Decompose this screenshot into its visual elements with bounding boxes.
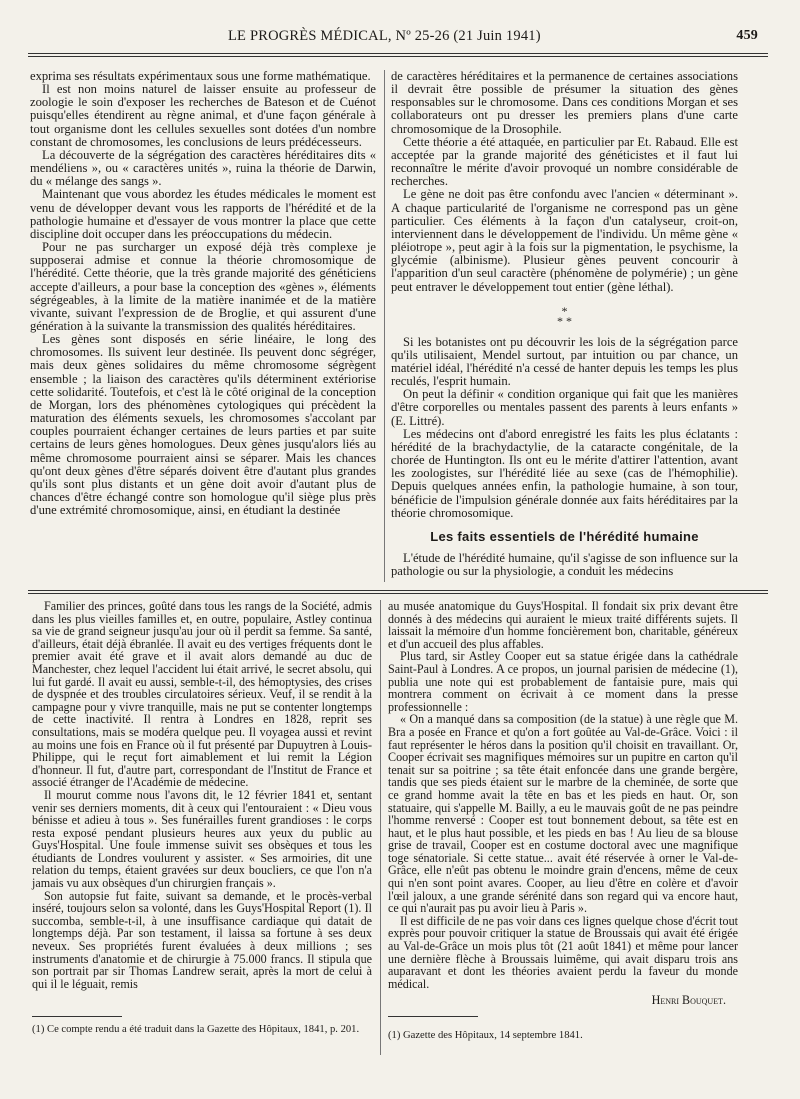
lower-column-divider — [380, 600, 381, 1055]
paragraph: au musée anatomique du Guys'Hospital. Il fondait six prix devant être donnés à des médecins qui auraient le mieux traité différents sujets. Il laissait la mémoire d'un homme foncièrement bon, charitable, généreux et d'un accueil des plus affables. — [388, 599, 738, 651]
paragraph: Cette théorie a été attaquée, en particulier par Et. Rabaud. Elle est acceptée par la grande majorité des généticistes et il faut lui reconnaître le mérite d'avoir provoqué un nombre considérable de recherches. — [391, 134, 738, 189]
paragraph: La découverte de la ségrégation des caractères héréditaires dits « mendéliens », ou « caractères unités », ruina la théorie de Darwin, du « mélange des sangs ». — [30, 147, 376, 189]
paragraph: Les médecins ont d'abord enregistré les faits les plus éclatants : hérédité de la brachydactylie, de la cataracte congénitale, de la chorée de Huntington. Ils ont eu le mérite d'attirer l'attention, avant les zoologistes, sur l'hérédité liée au sexe (cas de l'hémophilie). Depuis quelques années enfin, la pathologie humaine, à son tour, bénéficie de l'impulsion générale donnée aux faits héréditaires par la théorie chromosomique. — [391, 426, 738, 520]
footnote-left: (1) Ce compte rendu a été traduit dans la Gazette des Hôpitaux, 1841, p. 201. — [32, 1024, 360, 1035]
lower-left-column — [32, 600, 372, 990]
paragraph: Il mourut comme nous l'avons dit, le 12 février 1841 et, sentant venir ses derniers moments, dit à ceux qui l'entouraient : « Dieu vous bénisse et adieu à tous ». Ses funérailles furent grandioses : le corps resta exposé pendant plusieurs heures aux yeux du public au Guys'Hospital. Une foule immense suivit ses obsèques et tous les étudiants de Londres voulurent y assister. « Ses armoiries, dit une relation du temps, étaient gravées sur deux boucliers, ce que l'on n'a jamais vu aux obsèques d'un chirurgien français ». — [32, 787, 372, 891]
paragraph: On peut la définir « condition organique qui fait que les manières d'être corporelles ou mentales passent des parents à leurs enfants » (E. Littré). — [391, 387, 738, 428]
paragraph: Familier des princes, goûté dans tous les rangs de la Société, admis dans les plus vieilles familles et, en outre, populaire, Astley continua sa vie de grand seigneur jusqu'au jour où il perdit sa femme. Sa santé, d'ailleurs, était déjà ébranlée. Il avait eu des vertiges fréquents dont le premier avait été grave et il avait alors demandé au duc de Manchester, chez lequel l'accident lui était arrivé, le secret absolu, qui lui fut gardé. Il avait eu aussi, semble-t-il, des hémoptysies, des crises de dyspnée et des troubles circulatoires sérieux. Veuf, il se rendit à la campagne pour y vivre tranquille, mais ne put se contenter longtemps de cette inactivité. Il rentra à Londres en 1828, reprit ses consultations, mais se modéra quelque peu. Il voyagea aussi et revint au moins une fois en France où il fut présenté par Dupuytren à Louis-Philippe, qui le reçut fort aimablement et lui remit la Légion d'honneur. Il fut, d'autre part, correspondant de l'Institut de France et associé étranger de l'Académie de médecine. — [32, 599, 372, 790]
paragraph: Pour ne pas surcharger un exposé déjà très complexe je supposerai admise et connue la théorie chromosomique de l'hérédité. Cette théorie, que la très grande majorité des généticiens accepte d'ailleurs, a pour base la conception des «gènes », éléments ségrégeables, à la limite de la matière inanimée et de la matière vivante, suivant l'expression de de Broglie, et qui assurent d'une génération à la suivante la transmission des qualités héréditaires. — [30, 240, 376, 333]
paragraph: Il est non moins naturel de laisser ensuite au professeur de zoologie le soin d'exposer les recherches de Bateson et de Cuénot puisqu'elles étendirent au règne animal, et d'une façon générale à tout organisme dont les cellules sexuelles sont dotées d'un nombre constant de chromosomes, les conclusions de leurs prédécesseurs. — [30, 82, 376, 149]
upper-right-column — [391, 70, 738, 578]
header-rule — [28, 53, 768, 57]
paragraph: L'étude de l'hérédité humaine, qu'il s'agisse de son influence sur la pathologie ou sur la physiologie, a conduit les médecins — [391, 551, 738, 579]
paragraph: Les gènes sont disposés en série linéaire, le long des chromosomes. Ils suivent leur destinée. Ils peuvent donc ségréger, mais deux gènes solidaires du même chromosome ségrègent ensemble ; la liaison des caractères qu'ils déterminent extériorise cette solidarité. Toutefois, et c'est là le côté original de la conception de Morgan, lors des phénomènes cytologiques qui précèdent la maturation des éléments sexuels, les chromosomes s'accolant par couples pourraient échanger certaines de leurs parties et par suite certains de leurs gènes homologues. Deux gènes jusqu'alors liés au même chromosome pourraient ainsi se séparer. Mais les chances qu'ont deux gènes d'être séparés doivent être d'autant plus grandes qu'ils sont plus distants et un gène doit avoir d'autant plus de chances d'être échangé contre son homologue qu'il siège plus près d'une extrémité chromosomique, ainsi, en étudiant la destinée — [30, 332, 376, 518]
page-header — [28, 26, 768, 48]
footnote-right: (1) Gazette des Hôpitaux, 14 septembre 1841. — [388, 1030, 583, 1041]
quotation-paragraph: « On a manqué dans sa composition (de la statue) à une règle que M. Bra a posée en France et qu'on a fort goûtée au Val-de-Grâce. Voici : il faut représenter le héros dans la position qu'il choisit en travaillant. Or, Cooper écrivait ses magnifiques mémoires sur un pupitre en carton qu'il tenait sur sa poitrine ; sa tête était enfoncée dans une grande bergère, tandis que ses pieds étaient sur le marbre de la cheminée, de sorte que ce grand homme avait la tête en bas et les pieds en haut. Or, son statuaire, qui s'appelle M. Bailly, a eu le mauvais goût de ne pas peindre l'homme renversé : Cooper est tout bonnement debout, sa tête est en haut, et le plus haut possible, et les pieds en bas ! Au lieu de sa blouse grise de travail, Cooper est en costume doctoral avec une magnifique toge sénatoriale. Si cette statue... avait été réservée à orner le Val-de-Grâce, elle n'eût pas obtenu le moindre grain d'encens, même de ceux qui n'en sont point avares. Cooper, au lieu d'être en colère et d'avoir l'œil jaloux, a une grande sérénité dans son regard qui va encore haut, ce qui n'aurait pas pu avoir lieu à Paris ». — [388, 712, 738, 916]
paragraph: Plus tard, sir Astley Cooper eut sa statue érigée dans la cathédrale Saint-Paul à Londres. A ce propos, un journal parisien de médecine (1), publia une note qui est probablement de fantaisie pure, mais qui montrera comment on écrivait à ce moment dans la presse professionnelle : — [388, 649, 738, 714]
paragraph: Son autopsie fut faite, suivant sa demande, et le procès-verbal inséré, toujours selon sa volonté, dans les Guys'Hospital Report (1). Il succomba, semble-t-il, à une insuffisance cardiaque qui datait de longtemps déjà. Par son testament, il laissa sa fortune à ses deux neveux. Ses propriétés furent évaluées à deux millions ; ses instruments d'anatomie et de chirurgie à 75.000 francs. Il stipula que son portrait par sir Thomas Landrew serait, après la mort de celui à qui il le léguait, remis — [32, 888, 372, 991]
running-title: LE PROGRÈS MÉDICAL, Nº 25-26 (21 Juin 1941) — [228, 28, 541, 44]
author-signature: Henri Bouquet. — [651, 993, 726, 1008]
paragraph: Le gène ne doit pas être confondu avec l'ancien « déterminant ». A chaque particularité de l'organisme ne correspond pas un gène particulier. Ces éléments à la façon d'un catalyseur, croit-on, interviennent dans le développement de l'individu. Un même gène « pléiotrope », peut agir à la fois sur la pigmentation, le psychisme, la glycémie (albinisme). Plusieur gènes peuvent concourir à l'apparition d'un seul caractère (phénomène de polymérie) ; un gène peut entraver le développement tout entier (gène léthal). — [391, 187, 738, 294]
paragraph: Maintenant que vous abordez les études médicales le moment est venu de développer devant vous les rapports de l'hérédité et de la pathologie humaine et d'essayer de vous montrer la place que cette discipline doit occuper dans les préoccupations du médecin. — [30, 187, 376, 241]
paragraph: Si les botanistes ont pu découvrir les lois de la ségrégation parce qu'ils utilisaient, Mendel surtout, par intuition ou par chance, un matériel idéal, l'hérédité n'a cessé de hanter depuis les temps les plus reculés, l'esprit humain. — [391, 334, 738, 389]
paragraph: de caractères héréditaires et la permanence de certaines associations il devrait être possible de présumer la situation des gènes responsables sur le chromosome. Dans ces conditions Morgan et ses collaborateurs ont pu dresser les premiers plans d'une carte chromosomique de la Drosophile. — [391, 69, 738, 136]
paragraph: Il est difficile de ne pas voir dans ces lignes quelque chose d'écrit tout exprès pour pouvoir critiquer la statue de Broussais qui avait été érigée au Val-de-Grâce un mois plus tôt (21 août 1841) et même pour lancer une dernière flèche à Broussais luimême, qui avait disparu trois ans auparavant et dont les théories avaient perdu la faveur du monde médical. — [388, 913, 738, 991]
paragraph: exprima ses résultats expérimentaux sous une forme mathématique. — [30, 69, 371, 83]
section-heading: Les faits essentiels de l'hérédité humaine — [430, 528, 699, 544]
footnote-rule — [388, 1016, 478, 1017]
page-number: 459 — [736, 28, 758, 43]
section-separator-stars: * * * — [557, 303, 572, 328]
feuilleton-rule — [28, 590, 768, 594]
lower-right-column — [388, 600, 738, 1007]
footnote-rule — [32, 1016, 122, 1017]
upper-column-divider — [384, 70, 385, 582]
upper-left-column — [30, 70, 376, 517]
